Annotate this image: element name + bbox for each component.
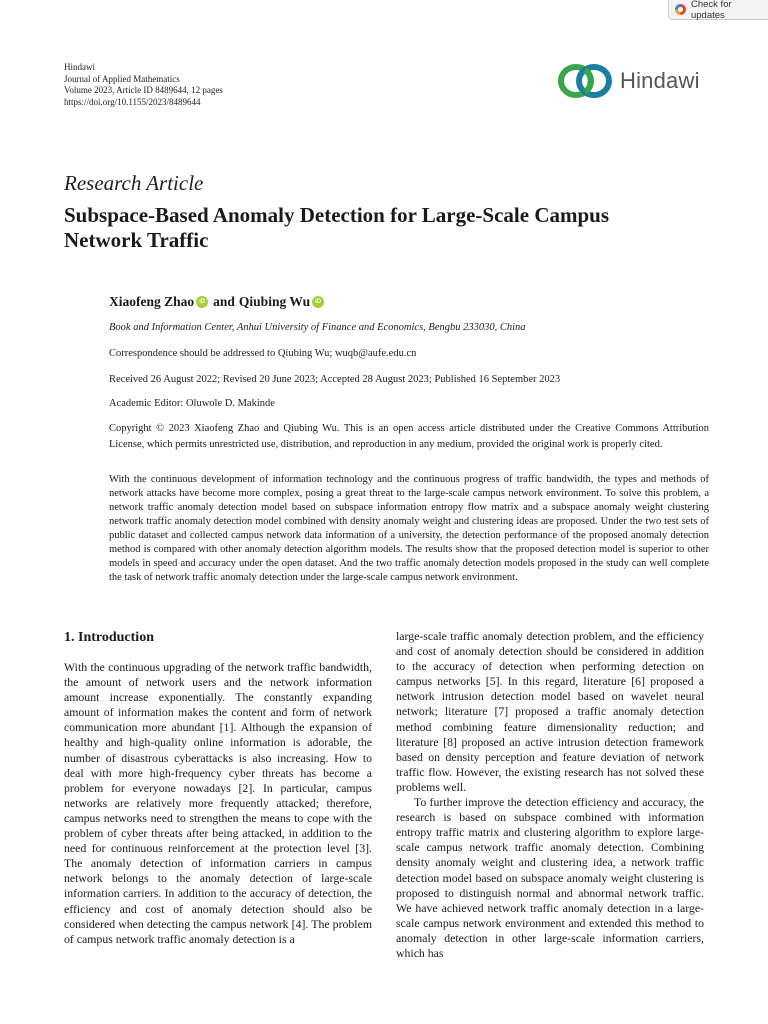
publisher-name: Hindawi [64,62,95,72]
journal-header [64,62,223,108]
left-column [64,660,372,947]
author-name[interactable]: Qiubing Wu [238,294,311,309]
doi-link[interactable]: https://doi.org/10.1155/2023/8489644 [64,96,201,107]
hindawi-logo-word: Hindawi [620,68,700,93]
copyright-notice: Copyright © 2023 Xiaofeng Zhao and Qiubing Wu. This is an open access article distributed under the Creative Commons Attribution License, which permits unrestricted use, distribution, and reproduction in any medium, provided the original work is properly cited. [109,423,709,450]
orcid-icon[interactable]: iD [312,296,324,308]
abstract: With the continuous development of information technology and the continuous progress of traffic bandwidth, the types and methods of network attacks have become more complex, posing a great threat to the large-scale campus network environment. To solve this problem, a network traffic anomaly detection model based on subspace information entropy flow matrix and a subspace anomaly weight clustering network traffic anomaly detection model combined with density anomaly weight and clustering ideas are proposed. Under the two test sets of public dataset and collected campus network data information of a university, the detection performance of the proposed anomaly detection method is compared with other anomaly detection algorithm models. The results show that the proposed detection model is superior to other models in speed and accuracy under the open dataset. And the two traffic anomaly detection models proposed in the study can well complete the task of network traffic anomaly detection under the large-scale campus network environment. [109,474,709,583]
check-for-updates-badge[interactable] [668,0,768,20]
volume-line: Volume 2023, Article ID 8489644, 12 pages [64,85,223,95]
author-list [109,294,329,310]
publication-dates: Received 26 August 2022; Revised 20 June 2023; Accepted 28 August 2023; Published 16 September 2023 [109,374,561,385]
right-column [396,629,704,961]
article-type: Research Article [64,171,204,195]
hindawi-logo-icon [556,62,616,100]
academic-editor: Academic Editor: Oluwole D. Makinde [109,398,275,409]
body-paragraph: To further improve the detection efficiency and accuracy, the research is based on subspace combined with information entropy traffic matrix and clustering algorithm to explore large-scale campus network traffic anomaly detection. Combining density anomaly weight and clustering idea, a network traffic detection model based on subspace anomaly weight clustering is proposed to distinguish normal and abnormal network traffic. We have achieved network traffic anomaly detection in a large-scale campus network environment and extended this method to anomaly detection in other large-scale information carriers, which has [396,795,704,960]
author-conjunction: and [213,294,235,309]
body-paragraph: large-scale traffic anomaly detection problem, and the efficiency and cost of anomaly detection should be considered in addition to the accuracy of detection when performing detection on campus networks [5]. In this regard, literature [6] proposed a network intrusion detection model based on wavelet neural network; literature [7] proposed a traffic anomaly detection method combining feature dimensionality reduction; and literature [8] proposed an active intrusion detection framework based on density perception and feature deviation of network traffic flow. However, the existing research has not solved these problems well. [396,629,704,794]
section-heading: 1. Introduction [64,630,154,645]
author-name[interactable]: Xiaofeng Zhao [109,294,195,309]
hindawi-logo [556,62,716,100]
check-for-updates-label: Check for updates [690,0,732,21]
affiliation: Book and Information Center, Anhui University of Finance and Economics, Bengbu 233030, China [109,322,526,333]
paper-title: Subspace-Based Anomaly Detection for Large-Scale Campus Network Traffic [64,203,610,252]
journal-name: Journal of Applied Mathematics [64,73,180,84]
orcid-icon[interactable]: iD [196,296,208,308]
correspondence: Correspondence should be addressed to Qiubing Wu; wuqb@aufe.edu.cn [109,348,417,359]
body-paragraph: With the continuous upgrading of the network traffic bandwidth, the amount of network users and the network information amount increase exponentially. The constantly expanding amount of information makes the content and form of network communication more abundant [1]. Although the expansion of healthy and high-quality online information is adorable, the number of disastrous cyberattacks is also increasing. How to deal with more high-frequency cyber threats has become a problem for everyone nowadays [2]. In particular, campus networks are relatively more frequently attacked; therefore, campus networks need to strengthen the means to cope with the problem of cyber threats after being attacked, in addition to the need for continuous reinforcement at the protection level [3]. The anomaly detection of information carriers in campus network belongs to the anomaly detection of large-scale information carriers. In addition to the accuracy of detection, the efficiency and cost of anomaly detection should also be considered when detecting the campus network [4]. The problem of campus network traffic anomaly detection is a [64,660,372,946]
crossmark-icon [675,4,686,15]
